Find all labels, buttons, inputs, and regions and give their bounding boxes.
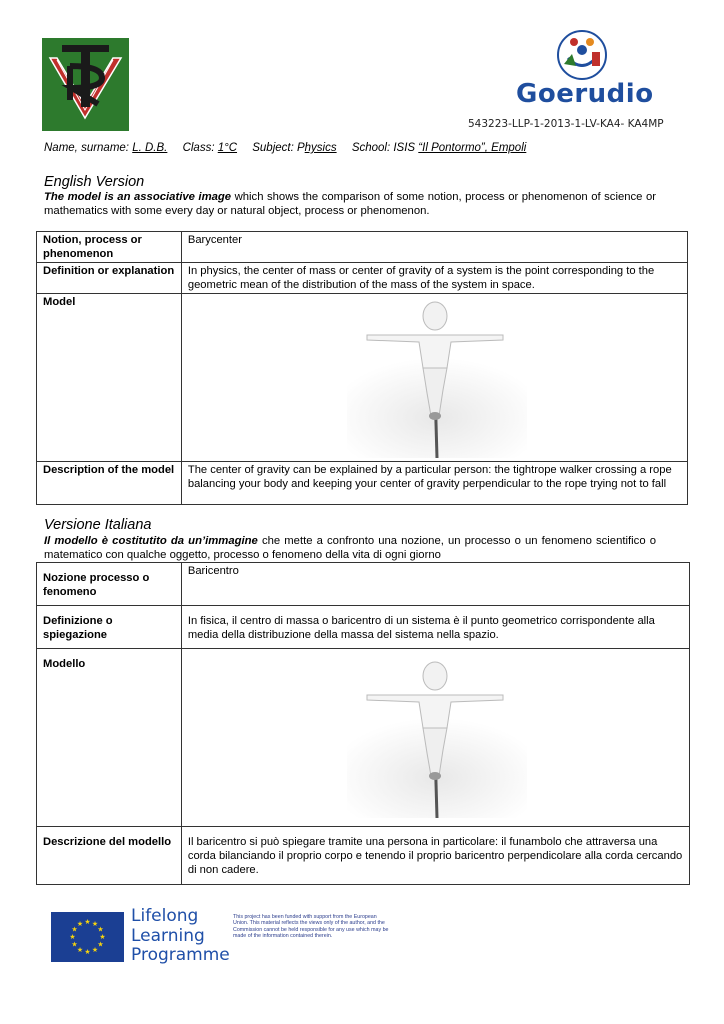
llp-line-1: Lifelong	[131, 906, 199, 926]
model-image-cell	[181, 294, 687, 462]
eu-disclaimer: This project has been funded with support from the European Union. This material reflects the views only of the author, and the Commission cannot be held responsible for any use which may be made of the information contained therein.	[233, 914, 389, 940]
description-label: Descrizione del modello	[37, 827, 182, 885]
subject-label: Subject: P	[252, 142, 305, 154]
svg-text:★: ★	[71, 940, 78, 949]
project-code: 543223-LLP-1-2013-1-LV-KA4- KA4MP	[468, 118, 664, 130]
tightrope-walker-image	[327, 298, 547, 458]
eu-flag-icon	[51, 912, 124, 962]
name-label: Name, surname:	[44, 142, 133, 154]
tightrope-walker-image	[327, 653, 547, 823]
definition-label: Definizione o spiegazione	[37, 606, 182, 649]
llp-logo-text	[131, 907, 230, 966]
definition-label: Definition or explanation	[37, 263, 182, 294]
italian-table	[36, 562, 690, 885]
class-label: Class:	[182, 142, 218, 154]
svg-text:★: ★	[84, 918, 91, 926]
svg-text:★: ★	[84, 948, 91, 956]
name-value: L. D.B.	[132, 142, 168, 154]
notion-value: Baricentro	[181, 563, 689, 606]
table-row	[37, 294, 688, 462]
student-info-line	[44, 142, 526, 154]
table-row	[37, 606, 690, 649]
svg-text:★: ★	[91, 920, 99, 928]
italian-intro-bold: Il modello è costitutito da un’immagine	[44, 535, 258, 547]
svg-text:★: ★	[76, 920, 84, 928]
table-row	[37, 563, 690, 606]
brand-name: Goerudio	[516, 79, 654, 109]
english-table	[36, 231, 688, 505]
table-row	[37, 649, 690, 827]
school-logo	[42, 38, 129, 131]
english-section-title: English Version	[44, 174, 145, 190]
notion-label: Nozione processo o fenomeno	[37, 563, 182, 606]
school-value: “Il Pontormo”, Empoli	[418, 142, 527, 154]
italian-section-title: Versione Italiana	[44, 517, 152, 533]
description-label: Description of the model	[37, 462, 182, 505]
definition-value: In physics, the center of mass or center of gravity of a system is the point corresponding to the geometric mean of the distribution of the mass of the system in space.	[181, 263, 687, 294]
definition-value: In fisica, il centro di massa o baricentro di un sistema è il punto geometrico corrispondente alla media della distribuzione della massa del sistema nella spazio.	[181, 606, 689, 649]
table-row	[37, 827, 690, 885]
table-row	[37, 263, 688, 294]
italian-intro-text: che mette a confronto una nozione, un processo o un fenomeno scientifico o matematico con qualche oggetto, processo o fenomeno della vita di ogni giorno	[44, 535, 656, 561]
svg-text:★: ★	[91, 946, 99, 954]
subject-value: hysics	[304, 142, 337, 154]
svg-text:★: ★	[76, 946, 84, 954]
description-value: The center of gravity can be explained by a particular person: the tightrope walker crossing a rope balancing your body and keeping your center of gravity perpendicular to the rope trying not to fall	[181, 462, 687, 505]
llp-line-2: Learning	[131, 925, 205, 946]
svg-text:★: ★	[97, 940, 104, 949]
italian-intro	[44, 534, 656, 562]
notion-value: Barycenter	[181, 232, 687, 263]
notion-label: Notion, process or phenomenon	[37, 232, 182, 263]
svg-text:★: ★	[71, 925, 78, 934]
llp-line-3: Programme	[131, 945, 230, 965]
model-label: Model	[37, 294, 182, 462]
table-row	[37, 232, 688, 263]
model-image-cell	[181, 649, 689, 827]
model-label: Modello	[37, 649, 182, 827]
english-intro-text: which shows the comparison of some notion, process or phenomenon of science or mathematics with some every day or natural object, process or phenomenon.	[44, 191, 656, 217]
table-row	[37, 462, 688, 505]
class-value: 1°C	[217, 142, 238, 154]
svg-text:★: ★	[97, 925, 104, 934]
english-intro	[44, 190, 656, 218]
svg-text:★: ★	[69, 933, 76, 941]
svg-text:★: ★	[99, 933, 106, 941]
description-value: Il baricentro si può spiegare tramite una persona in particolare: il funambolo che attraversa una corda bilanciando il proprio corpo e tenendo il proprio baricentro perpendicolare alla corda cercando di non cadere.	[181, 827, 689, 885]
school-label: School: ISIS	[351, 142, 419, 154]
english-intro-bold: The model is an associative image	[44, 191, 232, 203]
